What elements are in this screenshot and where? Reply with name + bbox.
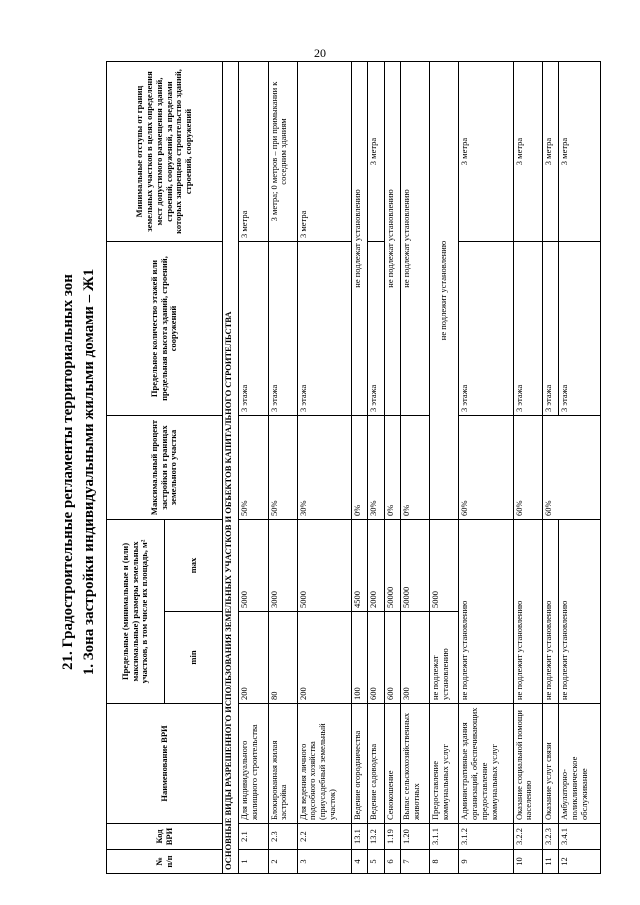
cell-setback: 3 метра — [559, 62, 601, 242]
cell-setback: 3 метра — [239, 62, 268, 242]
cell-floors: 3 этажа — [513, 242, 542, 416]
cell-min: 200 — [297, 612, 351, 704]
cell-max: 50000 — [384, 520, 400, 612]
col-header-min: min — [165, 612, 223, 704]
cell-num: 4 — [351, 850, 367, 874]
cell-code: 1.20 — [401, 824, 430, 850]
cell-percent: 0% — [351, 416, 367, 520]
cell-name: Предоставление коммунальных услуг — [430, 704, 459, 824]
cell-floors: 3 этажа — [559, 242, 601, 416]
table-row — [384, 62, 400, 874]
table-row — [513, 62, 542, 874]
table-row — [401, 62, 430, 874]
rotated-page-content — [60, 62, 605, 882]
col-header-size: Предельные (минимальные и (или) максимальные) размеры земельных участков, в том числе их площадь, м² — [107, 520, 165, 704]
col-header-code: Код ВРИ — [107, 824, 223, 850]
cell-name: Ведение огородничества — [351, 704, 367, 824]
col-header-num: № п/п — [107, 850, 223, 874]
cell-percent: 60% — [459, 416, 513, 520]
cell-code: 2.3 — [268, 824, 297, 850]
cell-size-merged: не подлежит установлению — [559, 520, 601, 704]
cell-code: 3.2.3 — [542, 824, 558, 850]
cell-percent: 30% — [297, 416, 351, 520]
cell-size-merged: не подлежит установлению — [513, 520, 542, 704]
col-header-setback: Минимальные отступы от границ земельных участков в целях определения мест допустимого размещения зданий, строений, сооружений, за пределами которых запрещено строительство зданий, строений, сооружений — [107, 62, 223, 242]
cell-code: 3.4.1 — [559, 824, 601, 850]
cell-num: 9 — [459, 850, 513, 874]
cell-num: 10 — [513, 850, 542, 874]
section-row — [223, 62, 239, 874]
cell-code: 13.2 — [368, 824, 384, 850]
cell-size-merged: не подлежит установлению — [542, 520, 558, 704]
cell-num: 5 — [368, 850, 384, 874]
cell-name: Выпас сельскохозяйственных животных — [401, 704, 430, 824]
cell-min: 600 — [384, 612, 400, 704]
cell-max: 5000 — [297, 520, 351, 612]
document-title: 21. Градостроительные регламенты территориальных зон — [60, 274, 76, 670]
cell-merged: не подлежат установлению — [351, 62, 367, 416]
cell-percent: 50% — [268, 416, 297, 520]
cell-max: 5000 — [239, 520, 268, 612]
cell-merged: не подлежат установлению — [384, 62, 400, 416]
table-row — [351, 62, 367, 874]
cell-floors: 3 этажа — [368, 242, 384, 416]
cell-num: 12 — [559, 850, 601, 874]
table-row — [297, 62, 351, 874]
cell-merged: не подлежат установлению — [401, 62, 430, 416]
cell-floors: 3 этажа — [542, 242, 558, 416]
cell-name: Административные здания организаций, обеспечивающих предоставление коммунальных услуг — [459, 704, 513, 824]
cell-max: 4500 — [351, 520, 367, 612]
cell-percent: 50% — [239, 416, 268, 520]
cell-num: 6 — [384, 850, 400, 874]
cell-floors: 3 этажа — [459, 242, 513, 416]
cell-code: 13.1 — [351, 824, 367, 850]
header-row — [107, 62, 165, 874]
zone-title: 1. Зона застройки индивидуальными жилыми домами – Ж1 — [81, 268, 97, 676]
cell-setback: 3 метра — [297, 62, 351, 242]
cell-name: Ведение садоводства — [368, 704, 384, 824]
cell-setback: 3 метра — [542, 62, 558, 242]
cell-name: Блокированная жилая застройка — [268, 704, 297, 824]
col-header-max: max — [165, 520, 223, 612]
table-row — [239, 62, 268, 874]
cell-num: 7 — [401, 850, 430, 874]
cell-percent: 30% — [368, 416, 384, 520]
cell-min: 200 — [239, 612, 268, 704]
cell-setback: 3 метра — [513, 62, 542, 242]
col-header-floors: Предельное количество этажей или предельная высота зданий, строений, сооружений — [107, 242, 223, 416]
cell-num: 8 — [430, 850, 459, 874]
cell-code: 2.2 — [297, 824, 351, 850]
cell-merged: не подлежит установлению — [430, 62, 459, 520]
cell-floors: 3 этажа — [268, 242, 297, 416]
cell-code: 3.1.2 — [459, 824, 513, 850]
cell-name: Для ведения личного подсобного хозяйства (приусадебный земельный участок) — [297, 704, 351, 824]
cell-setback: 3 метра — [368, 62, 384, 242]
cell-code: 2.1 — [239, 824, 268, 850]
table-row — [542, 62, 558, 874]
section-title: ОСНОВНЫЕ ВИДЫ РАЗРЕШЕННОГО ИСПОЛЬЗОВАНИЯ ЗЕМЕЛЬНЫХ УЧАСТКОВ И ОБЪЕКТОВ КАПИТАЛЬНОГО СТРОИТЕЛЬСТВА — [223, 62, 239, 874]
cell-min: 100 — [351, 612, 367, 704]
table-row — [368, 62, 384, 874]
cell-percent: 0% — [401, 416, 430, 520]
cell-max: 2000 — [368, 520, 384, 612]
cell-name: Оказание услуг связи — [542, 704, 558, 824]
cell-percent: 60% — [542, 416, 600, 520]
cell-name: Сенокошение — [384, 704, 400, 824]
cell-name: Оказание социальной помощи населению — [513, 704, 542, 824]
cell-min: 80 — [268, 612, 297, 704]
cell-size-merged: не подлежит установлению — [459, 520, 513, 704]
cell-floors: 3 этажа — [297, 242, 351, 416]
cell-code: 1.19 — [384, 824, 400, 850]
cell-num: 3 — [297, 850, 351, 874]
cell-name: Амбулаторно-поликлиническое обслуживание — [559, 704, 601, 824]
col-header-percent: Максимальный процент застройки в границах земельного участка — [107, 416, 223, 520]
cell-num: 1 — [239, 850, 268, 874]
cell-num: 11 — [542, 850, 558, 874]
cell-setback: 3 метра; 0 метров – при примыкании к соседним зданиям — [268, 62, 297, 242]
cell-max: 5000 — [430, 520, 459, 612]
cell-max: 3000 — [268, 520, 297, 612]
cell-code: 3.2.2 — [513, 824, 542, 850]
table-row — [268, 62, 297, 874]
page-number: 20 — [314, 46, 326, 60]
cell-min: 300 — [401, 612, 430, 704]
cell-min: не подлежат установлению — [430, 612, 459, 704]
col-header-name: Наименование ВРИ — [107, 704, 223, 824]
table-row — [430, 62, 459, 874]
cell-percent: 60% — [513, 416, 542, 520]
cell-percent: 0% — [384, 416, 400, 520]
cell-floors: 3 этажа — [239, 242, 268, 416]
cell-num: 2 — [268, 850, 297, 874]
cell-min: 600 — [368, 612, 384, 704]
cell-max: 50000 — [401, 520, 430, 612]
cell-setback: 3 метра — [459, 62, 513, 242]
regulations-table — [106, 61, 601, 874]
table-row — [459, 62, 513, 874]
cell-name: Для индивидуального жилищного строительства — [239, 704, 268, 824]
cell-code: 3.1.1 — [430, 824, 459, 850]
